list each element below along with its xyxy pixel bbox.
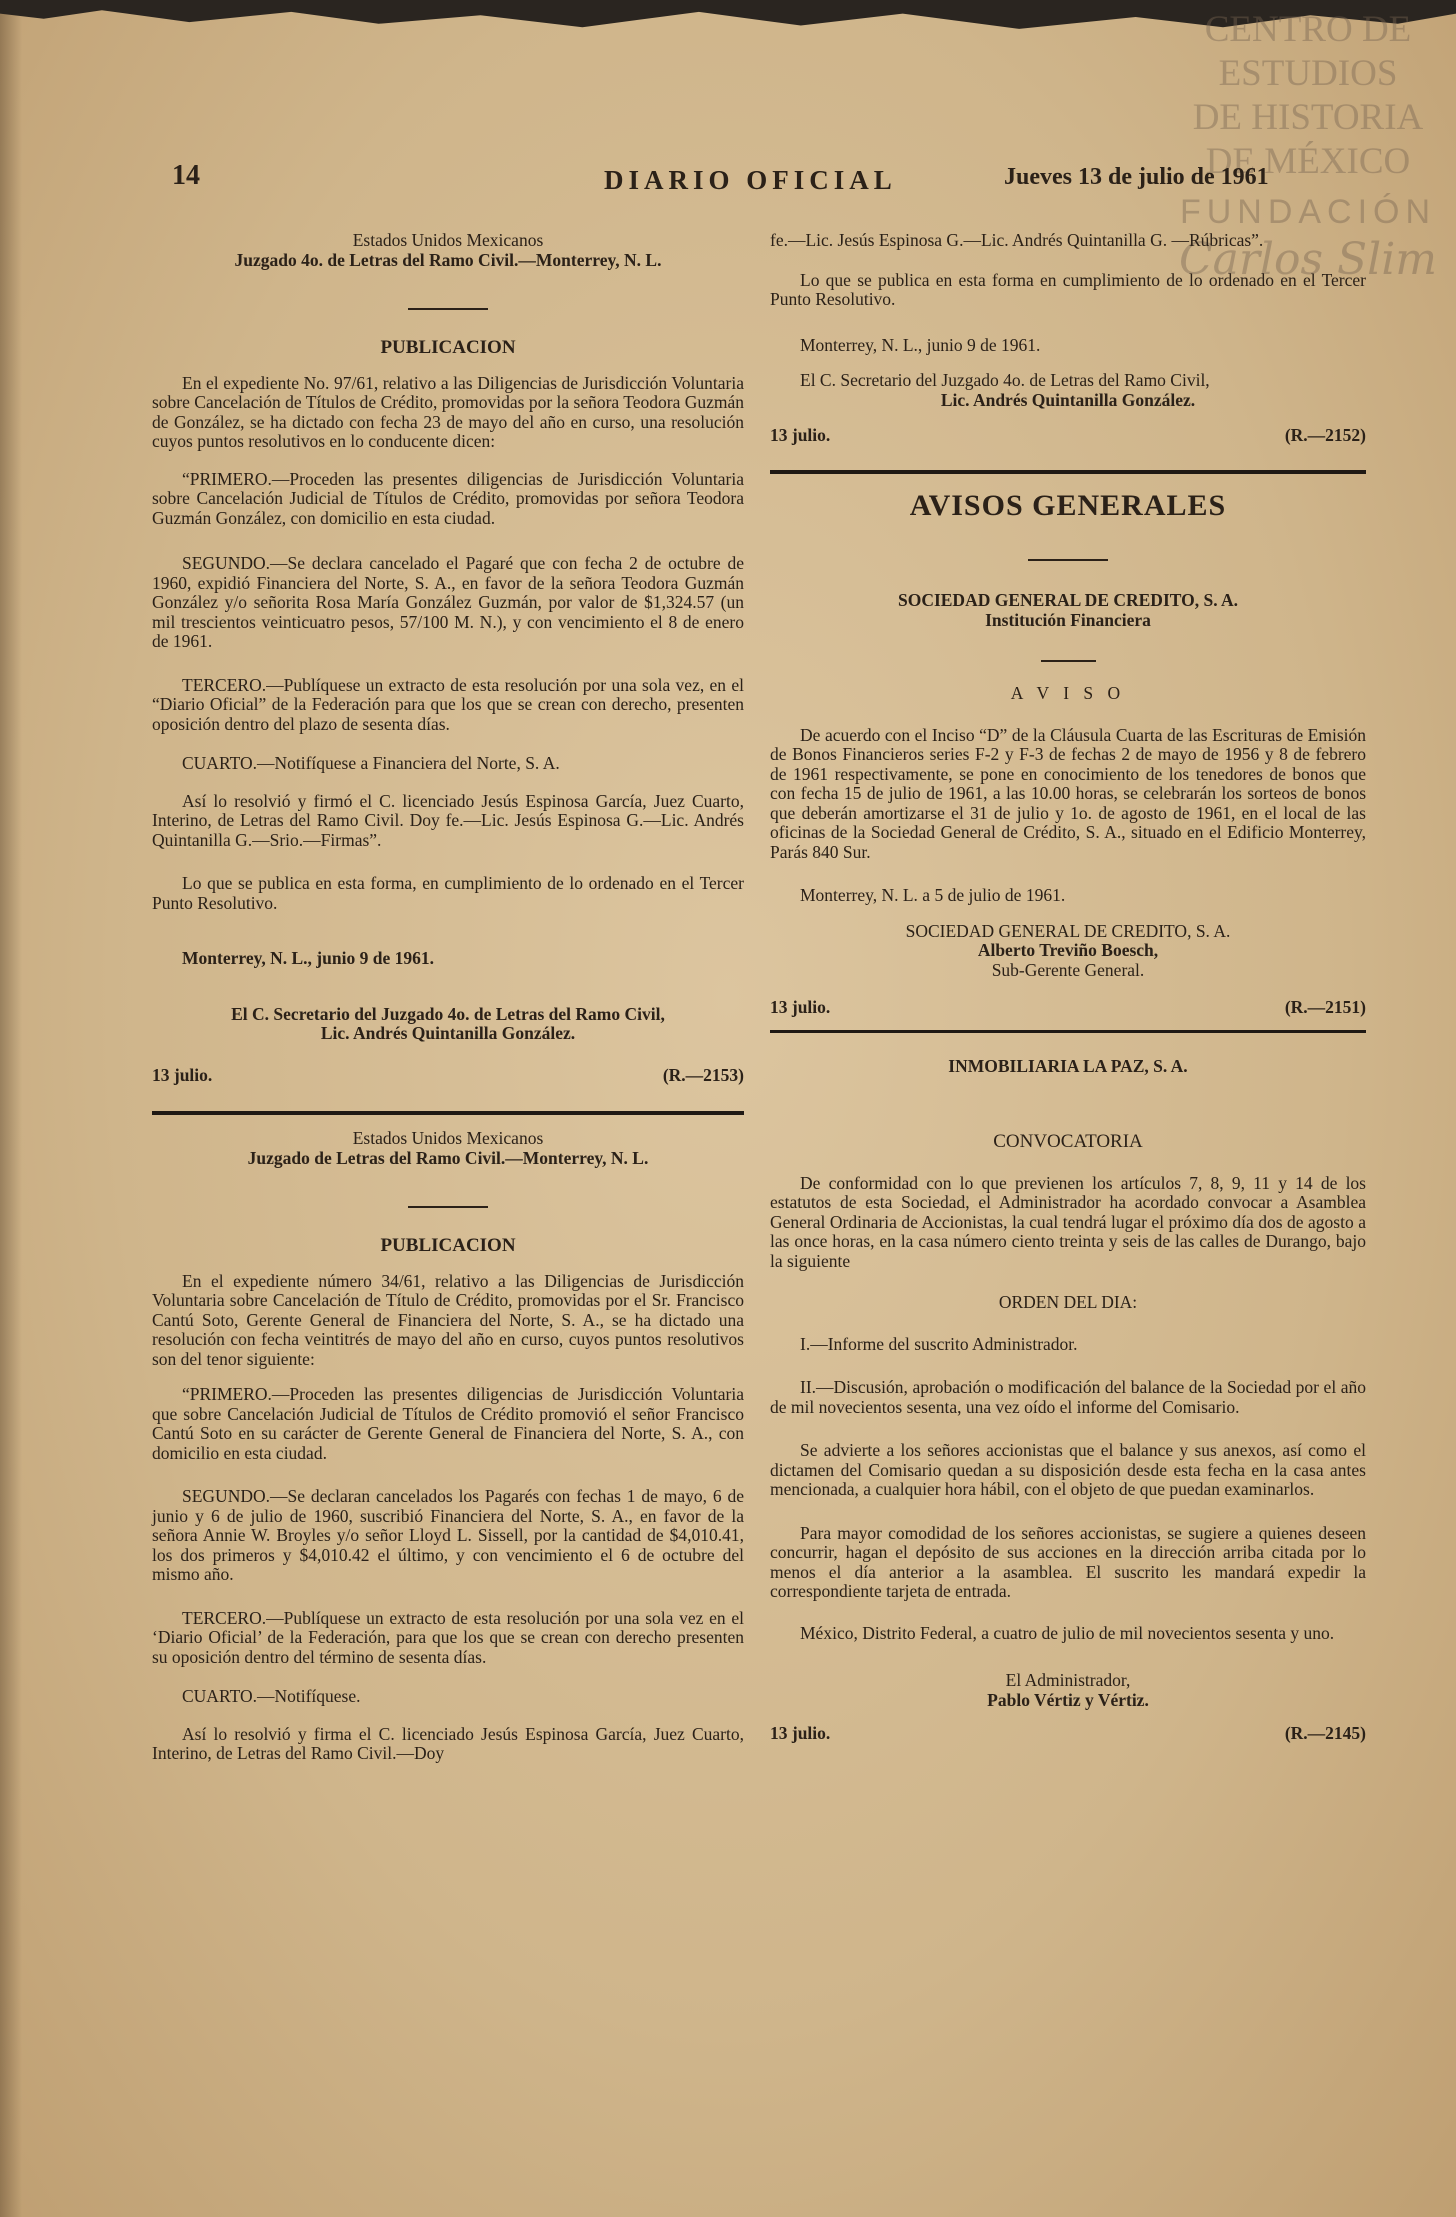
notice-paragraph: Lo que se publica en esta forma en cumplimiento de lo ordenado en el Tercer Punto Resolutivo. [770,269,1366,309]
newspaper-title: DIARIO OFICIAL [604,165,897,195]
page-number: 14 [172,160,200,191]
agenda-heading: ORDEN DEL DIA: [998,1292,1138,1312]
notice-paragraph: En el expediente No. 97/61, relativo a las Diligencias de Jurisdicción Voluntaria sobre Cancelación de Títulos de Crédito, promovidas por la señora Teodora Guzmán de González, se ha dictado con fecha 23 de mayo del año en curso, una resolución cuyos puntos resolutivos en lo conducente dicen: [152,372,744,451]
publication-date: 13 julio. [152,1064,213,1085]
watermark-signature: Carlos Slim [1178,234,1438,285]
company-name: SOCIEDAD GENERAL DE CREDITO, S. A. [897,590,1239,610]
notice-heading: PUBLICACION [380,1235,516,1256]
court-name: Juzgado 4o. de Letras del Ramo Civil.—Monterrey, N. L. [234,249,662,270]
secretary-name: Lic. Andrés Quintanilla González. [940,389,1196,410]
company-subtitle: Institución Financiera [985,609,1151,630]
right-column [770,231,1366,1744]
agenda-item: I.—Informe del suscrito Administrador. [800,1333,1078,1354]
place-date: Monterrey, N. L., junio 9 de 1961. [182,948,434,968]
issue-date: Jueves 13 de julio de 1961 [1004,164,1269,190]
publication-footer [770,426,1366,446]
place-date: México, Distrito Federal, a cuatro de julio de mil novecientos sesenta y uno. [800,1622,1335,1643]
notice-paragraph: Lo que se publica en esta forma, en cumplimiento de lo ordenado en el Tercer Punto Resolutivo. [152,873,744,913]
notice-paragraph: TERCERO.—Publíquese un extracto de esta resolución por una sola vez en el ‘Diario Oficial’ de la Federación, para que los que se crean con derecho presenten su oposición dentro del término de sesenta días. [152,1607,744,1667]
notice-paragraph: TERCERO.—Publíquese un extracto de esta resolución por una sola vez, en el “Diario Oficial” de la Federación para que los que se crean con derecho, presenten oposición dentro del plazo de sesenta días. [152,674,744,734]
watermark-foundation: FUNDACIÓN [1179,193,1437,231]
notice-paragraph: CUARTO.—Notifíquese. [182,1686,361,1706]
watermark-line: CENTRO DE [1204,9,1412,50]
notice-paragraph: De conformidad con lo que previenen los artículos 7, 8, 9, 11 y 14 de los estatutos de esta Sociedad, el Administrador ha acordado convocar a Asamblea General Ordinaria de Accionistas, la cual tendrá lugar el próximo día dos de agosto a las once horas, en la casa número ciento treinta y seis de las calles de Durango, bajo la siguiente [770,1172,1366,1271]
secretary-name: Lic. Andrés Quintanilla González. [320,1023,576,1043]
notice-paragraph: De acuerdo con el Inciso “D” de la Cláusula Cuarta de las Escrituras de Emisión de Bonos Financieros series F-2 y F-3 de fechas 2 de mayo de 1956 y 8 de febrero de 1961 respectivamente, se pone en conocimiento de los tenedores de bonos que con fecha 15 de julio de 1961, a las 10.00 horas, se celebrarán los sorteos de bonos que deberán amortizarse el 31 de julio y 1o. de agosto de 1961, en el local de las oficinas de la Sociedad General de Crédito, S. A., situado en el Edificio Monterrey, Parás 840 Sur. [770,724,1366,862]
secretary-line: El C. Secretario del Juzgado 4o. de Letras del Ramo Civil, [800,370,1210,390]
place-date: Monterrey, N. L. a 5 de julio de 1961. [800,885,1066,905]
company-name: INMOBILIARIA LA PAZ, S. A. [948,1055,1188,1076]
publication-date: 13 julio. [770,425,831,445]
court-country: Estados Unidos Mexicanos [352,230,544,250]
notice-paragraph: SEGUNDO.—Se declaran cancelados los Pagarés con fechas 1 de mayo, 6 de junio y 6 de julio de 1960, suscribió Financiera del Norte, S. A., en favor de la señora Annie W. Broyles y/o señor Lloyd L. Sissell, por la cantidad de $4,010.41, los dos primeros y $4,010.42 el último, y con vencimiento el 6 de octubre del mismo año. [152,1486,744,1584]
section-title: AVISOS GENERALES [909,488,1227,522]
reference-number: (R.—2153) [662,1064,744,1085]
signature-company: SOCIEDAD GENERAL DE CREDITO, S. A. [905,920,1231,941]
notice-paragraph: Para mayor comodidad de los señores accionistas, se sugiere a quienes deseen concurrir, hagan el depósito de sus acciones en la dirección arriba citada por lo menos el día anterior a la asamblea. El suscrito les mandará expedir la correspondiente tarjeta de entrada. [770,1522,1366,1601]
watermark-line: ESTUDIOS [1218,53,1398,94]
notice-paragraph: Se advierte a los señores accionistas que el balance y sus anexos, así como el dictamen del Comisario quedan a su disposición desde esta fecha en la casa antes mencionada, a cualquier hora hábil, con el objeto de que puedan examinarlos. [770,1440,1366,1499]
notice-paragraph: Así lo resolvió y firma el C. licenciado Jesús Espinosa García, Juez Cuarto, Interino, de Letras del Ramo Civil.—Doy [152,1723,744,1763]
reference-number: (R.—2151) [1284,997,1366,1017]
signature-name: Alberto Treviño Boesch, [977,940,1159,960]
notice-paragraph: “PRIMERO.—Proceden las presentes diligencias de Jurisdicción Voluntaria sobre Cancelación Judicial de Títulos de Crédito, promovidas por señora Teodora Guzmán González, con domicilio en esta ciudad. [152,468,744,528]
reference-number: (R.—2145) [1284,1723,1366,1743]
court-country: Estados Unidos Mexicanos [352,1128,544,1148]
notice-paragraph: “PRIMERO.—Proceden las presentes diligencias de Jurisdicción Voluntaria que sobre Cancelación Judicial de Títulos de Crédito promovió el señor Francisco Cantú Soto en su carácter de Gerente General de Financiera del Norte, S. A., con domicilio en esta ciudad. [152,1384,744,1463]
signature-title: El Administrador, [1005,1670,1131,1690]
page-edge-shadow [0,0,22,2217]
agenda-item: II.—Discusión, aprobación o modificación del balance de la Sociedad por el año de mil novecientos sesenta, una vez oído el informe del Comisario. [770,1377,1366,1417]
notice-heading: A V I S O [1010,683,1126,703]
place-date: Monterrey, N. L., junio 9 de 1961. [800,334,1041,355]
notice-paragraph: CUARTO.—Notifíquese a Financiera del Norte, S. A. [182,753,560,773]
publication-footer [152,1066,744,1086]
signature-name: Pablo Vértiz y Vértiz. [987,1689,1149,1710]
publication-date: 13 julio. [770,1723,831,1743]
signature-title: Sub-Gerente General. [991,959,1145,980]
notice-heading: PUBLICACION [380,337,516,358]
notice-paragraph: Así lo resolvió y firmó el C. licenciado Jesús Espinosa García, Juez Cuarto, Interino, de Letras del Ramo Civil. Doy fe.—Lic. Jesús Espinosa G.—Lic. Andrés Quintanilla G.—Srio.—Firmas”. [152,790,744,850]
left-column [152,231,744,1764]
notice-paragraph: SEGUNDO.—Se declara cancelado el Pagaré que con fecha 2 de octubre de 1960, expidió Financiera del Norte, S. A., en favor de la señora Teodora Guzmán González y/o señorita Rosa María González Guzmán, por valor de $1,324.57 (un mil trescientos veinticuatro pesos, 57/100 M. N.), y con vencimiento el 8 de enero de 1961. [152,553,744,651]
secretary-line: El C. Secretario del Juzgado 4o. de Letras del Ramo Civil, [231,1003,665,1024]
publication-footer [770,998,1366,1018]
notice-paragraph: fe.—Lic. Jesús Espinosa G.—Lic. Andrés Quintanilla G. —Rúbricas”. [770,230,1264,250]
publication-date: 13 julio. [770,997,831,1017]
notice-paragraph: En el expediente número 34/61, relativo a las Diligencias de Jurisdicción Voluntaria sobre Cancelación de Título de Crédito, promovidas por el Sr. Francisco Cantú Soto, Gerente General de Financiera del Norte, S. A., se ha dictado una resolución con fecha veintitrés de mayo del año en curso, cuyos puntos resolutivos son del tenor siguiente: [152,1270,744,1369]
notice-heading: CONVOCATORIA [993,1131,1143,1152]
court-name: Juzgado de Letras del Ramo Civil.—Monterrey, N. L. [247,1147,649,1168]
publication-footer [770,1724,1366,1744]
reference-number: (R.—2152) [1284,425,1366,445]
watermark-line: DE HISTORIA [1192,97,1424,138]
watermark-line: DE MÉXICO [1205,141,1411,182]
